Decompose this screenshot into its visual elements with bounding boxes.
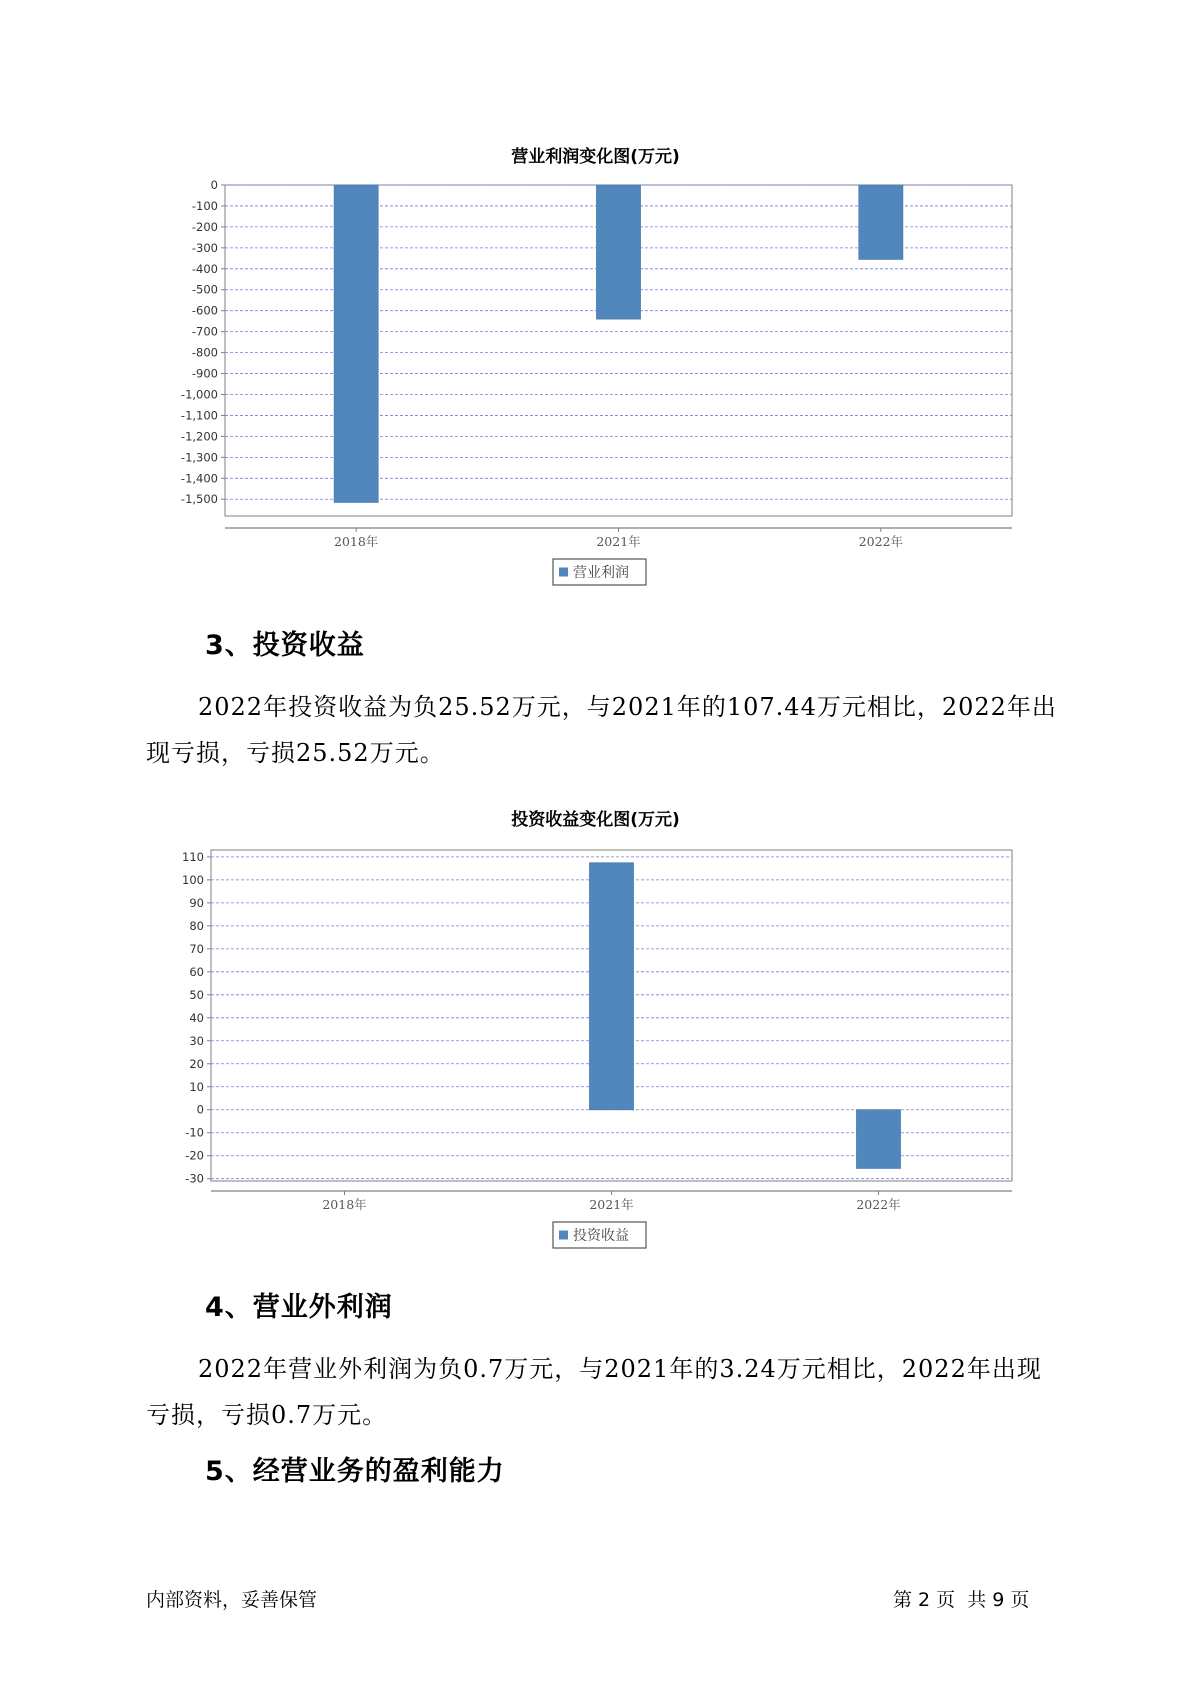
x-tick-label: 2022年 — [856, 1197, 901, 1212]
bar — [859, 185, 903, 259]
y-tick-label: -1,500 — [180, 492, 218, 507]
bar — [597, 185, 641, 319]
y-tick-label: 70 — [189, 941, 204, 956]
y-tick-label: -500 — [191, 282, 218, 297]
bar — [590, 863, 634, 1110]
y-tick-label: -1,200 — [180, 429, 218, 444]
section3-paragraph: 2022年投资收益为负25.52万元，与2021年的107.44万元相比，2022年出现亏损，亏损25.52万元。 — [146, 693, 1057, 767]
y-tick-label: 20 — [189, 1056, 204, 1071]
y-tick-label: -1,400 — [180, 471, 218, 486]
x-tick-label: 2021年 — [589, 1197, 634, 1212]
y-tick-label: -900 — [191, 366, 218, 381]
legend-label: 投资收益 — [573, 1228, 629, 1244]
chart2-title: 投资收益变化图(万元) — [511, 810, 680, 830]
section5-heading: 5、经营业务的盈利能力 — [205, 1456, 505, 1487]
investment-income-chart — [0, 835, 1191, 1255]
y-tick-label: -10 — [185, 1125, 204, 1140]
y-tick-label: 60 — [189, 964, 204, 979]
y-tick-label: -30 — [185, 1171, 204, 1186]
y-tick-label: 90 — [189, 895, 204, 910]
y-tick-label: -300 — [191, 240, 218, 255]
y-tick-label: -400 — [191, 261, 218, 276]
y-tick-label: -100 — [191, 198, 218, 213]
legend — [553, 559, 646, 585]
chart1-title: 营业利润变化图(万元) — [511, 147, 680, 167]
y-tick-label: 110 — [182, 849, 204, 864]
y-tick-label: -1,000 — [180, 387, 218, 402]
y-tick-label: 50 — [189, 987, 204, 1002]
y-tick-label: -800 — [191, 345, 218, 360]
legend-swatch — [559, 568, 568, 577]
y-tick-label: 80 — [189, 918, 204, 933]
y-tick-label: -700 — [191, 324, 218, 339]
legend — [553, 1222, 646, 1248]
footer-confidential-note: 内部资料，妥善保管 — [146, 1589, 318, 1611]
legend-swatch — [559, 1231, 568, 1240]
y-tick-label: 0 — [210, 178, 218, 192]
y-tick-label: -20 — [185, 1148, 204, 1163]
x-tick-label: 2018年 — [334, 534, 379, 549]
x-tick-label: 2021年 — [596, 534, 641, 549]
legend-label: 营业利润 — [573, 565, 629, 581]
y-tick-label: -200 — [191, 219, 218, 234]
y-tick-label: -600 — [191, 303, 218, 318]
operating-profit-chart — [0, 170, 1191, 600]
y-tick-label: 10 — [189, 1079, 204, 1094]
bar — [334, 185, 378, 502]
x-tick-label: 2022年 — [858, 534, 903, 549]
section4-heading: 4、营业外利润 — [205, 1292, 393, 1323]
x-tick-label: 2018年 — [322, 1197, 367, 1212]
y-tick-label: 30 — [189, 1033, 204, 1048]
y-tick-label: 100 — [182, 872, 204, 887]
bar — [857, 1110, 901, 1169]
y-tick-label: 0 — [196, 1102, 204, 1117]
y-tick-label: -1,300 — [180, 450, 218, 465]
section3-heading: 3、投资收益 — [205, 630, 365, 661]
footer-page-number: 第 2 页 共 9 页 — [893, 1589, 1030, 1611]
section4-paragraph: 2022年营业外利润为负0.7万元，与2021年的3.24万元相比，2022年出现亏损，亏损0.7万元。 — [146, 1355, 1042, 1429]
y-tick-label: 40 — [189, 1010, 204, 1025]
y-tick-label: -1,100 — [180, 408, 218, 423]
